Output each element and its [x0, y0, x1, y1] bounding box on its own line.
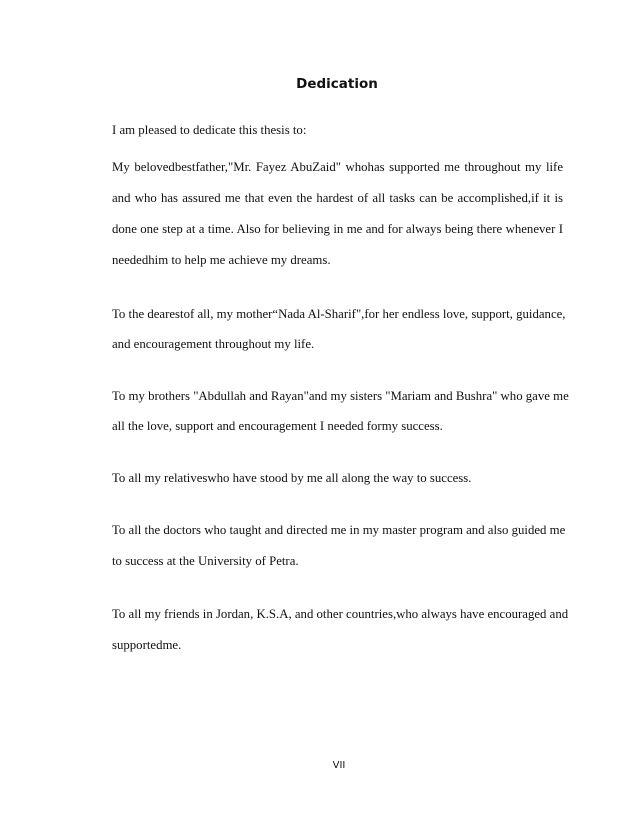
dedication-friends-line-1: To all my friends in Jordan, K.S.A, and other countries,who always have encouraged and	[112, 607, 569, 621]
dedication-siblings-line-1: To my brothers "Abdullah and Rayan"and my sisters "Mariam and Bushra" who gave me	[112, 389, 569, 403]
dedication-doctors-line-1: To all the doctors who taught and directed me in my master program and also guided me	[112, 523, 566, 537]
dedication-father-line-4: neededhim to help me achieve my dreams.	[112, 253, 331, 267]
dedication-mother-line-1: To the dearestof all, my mother“Nada Al-Sharif",for her endless love, support, guidance,	[112, 307, 566, 321]
dedication-doctors-line-2: to success at the University of Petra.	[112, 554, 299, 568]
dedication-friends-line-2: supportedme.	[112, 638, 182, 652]
dedication-father-line-2: and who has assured me that even the hardest of all tasks can be accomplished,if it is	[112, 191, 563, 205]
intro-line: I am pleased to dedicate this thesis to:	[112, 123, 307, 137]
dedication-father-line-3: done one step at a time. Also for believing in me and for always being there whenever I	[112, 222, 563, 236]
page-title: Dedication	[296, 76, 378, 92]
dedication-father-line-1: My belovedbestfather,"Mr. Fayez AbuZaid" whohas supported me throughout my life	[112, 160, 563, 174]
page-number: VII	[332, 760, 346, 771]
dedication-siblings-line-2: all the love, support and encouragement I needed formy success.	[112, 419, 443, 433]
dedication-mother-line-2: and encouragement throughout my life.	[112, 337, 315, 351]
dedication-relatives-line-1: To all my relativeswho have stood by me all along the way to success.	[112, 471, 472, 485]
